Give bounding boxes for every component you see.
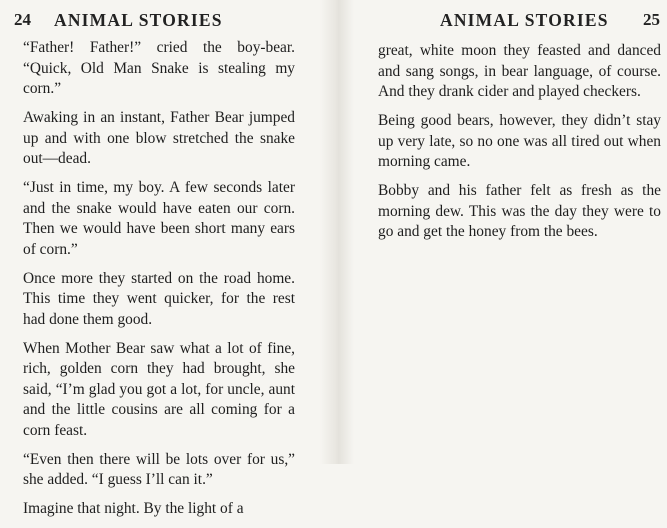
paragraph: “Even then there will be lots over for us,” she added. “I guess I’ll can it.” bbox=[23, 450, 295, 488]
right-page-header bbox=[374, 10, 660, 34]
right-page-number: 25 bbox=[643, 10, 660, 29]
book-gutter bbox=[320, 0, 354, 464]
left-page bbox=[0, 0, 320, 517]
paragraph: “Just in time, my boy. A few seconds later and the snake would have eaten our corn. Then we would have been short many ears of corn.” bbox=[23, 179, 295, 258]
paragraph: Being good bears, however, they didn’t stay up very late, so no one was all tired out when morning came. bbox=[378, 112, 661, 170]
left-running-head: ANIMAL STORIES bbox=[54, 10, 223, 30]
left-page-body bbox=[23, 38, 295, 528]
left-page-number: 24 bbox=[14, 10, 31, 29]
paragraph: “Father! Father!” cried the boy-bear. “Quick, Old Man Snake is stealing my corn.” bbox=[23, 39, 295, 97]
right-page bbox=[354, 0, 667, 464]
paragraph: Imagine that night. By the light of a bbox=[23, 500, 244, 517]
paragraph: Awaking in an instant, Father Bear jumped up and with one blow stretched the snake out—dead. bbox=[23, 109, 295, 167]
right-running-head: ANIMAL STORIES bbox=[440, 10, 609, 30]
paragraph: Bobby and his father felt as fresh as the morning dew. This was the day they were to go and get the honey from the bees. bbox=[378, 182, 661, 240]
left-page-header bbox=[14, 10, 296, 34]
paragraph: Once more they started on the road home. This time they went quicker, for the rest had done them good. bbox=[23, 269, 295, 328]
paragraph: great, white moon they feasted and danced and sang songs, in bear language, of course. And they drank cider and played checkers. bbox=[378, 42, 661, 100]
paragraph: When Mother Bear saw what a lot of fine, rich, golden corn they had brought, she said, “I’m glad you got a lot, for uncle, aunt and the little cousins are all coming for a corn feast. bbox=[23, 339, 295, 439]
right-page-body bbox=[378, 41, 661, 251]
